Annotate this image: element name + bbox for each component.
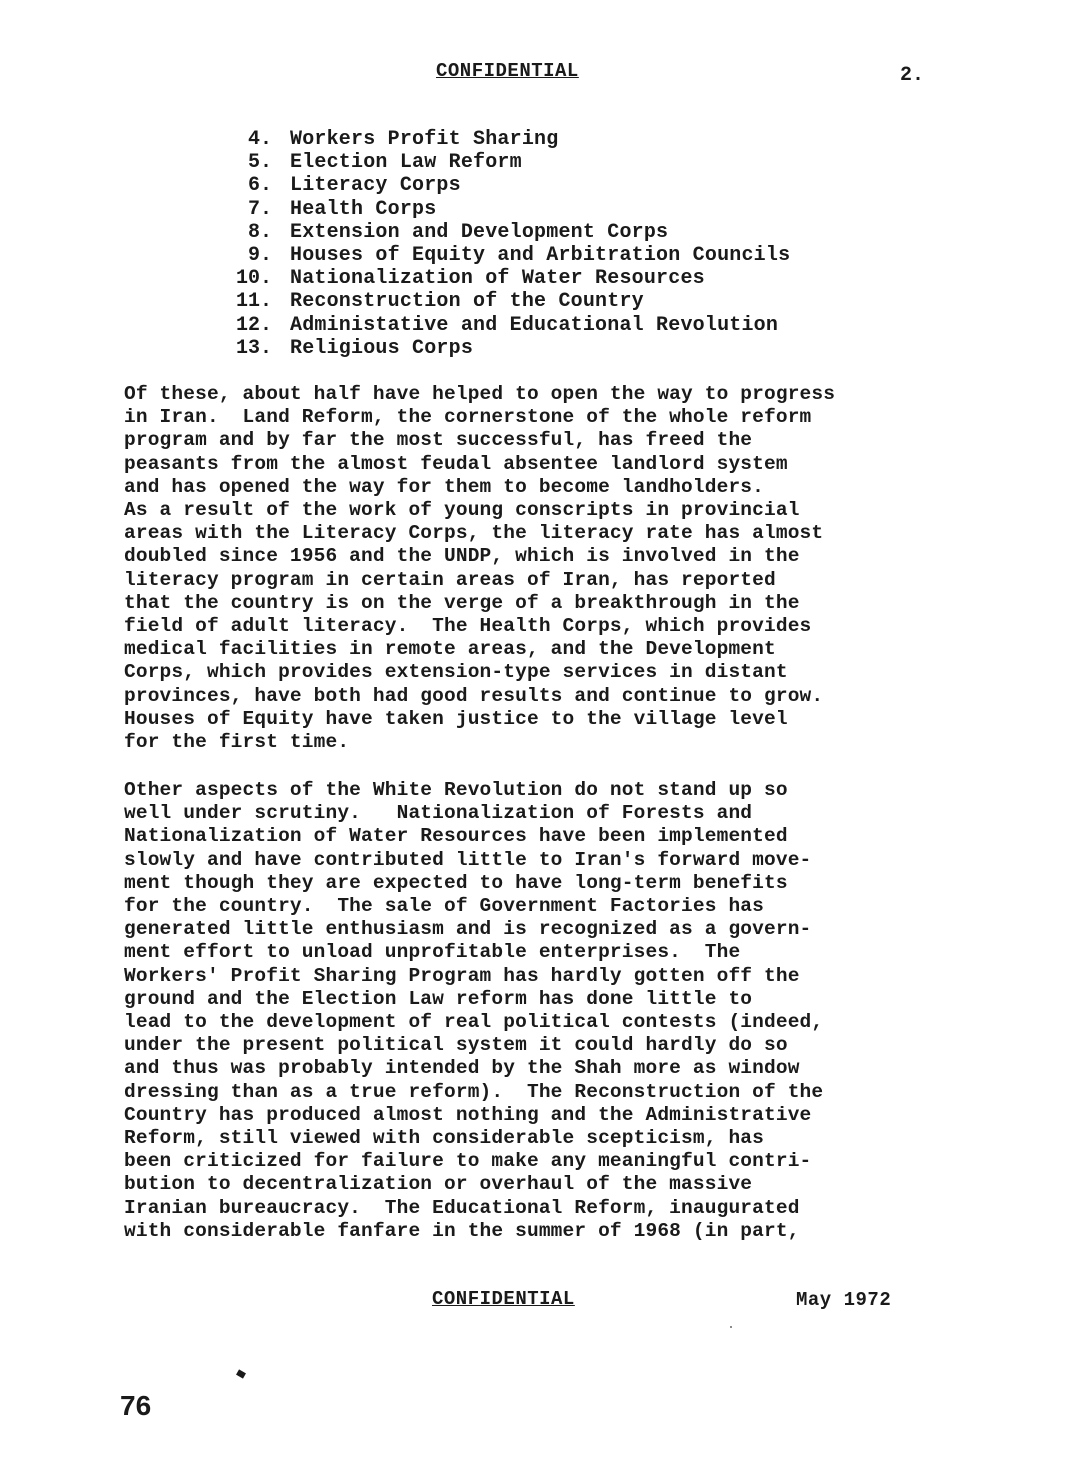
list-item-number: 11. xyxy=(235,290,272,314)
list-item-number: 6. xyxy=(247,174,272,198)
list-item-number: 13. xyxy=(235,336,272,360)
body-paragraph-progress: Of these, about half have helped to open the way to progress in Iran. Land Reform, the cornerstone of the whole reform program and by far the most successful, has freed the peasants from the almost feudal absentee landlord system and has opened the way for them to become landholders. As a result of the work of young conscripts in provincial areas with the Literacy Corps, the literacy rate has almost doubled since 1956 and the UNDP, which is involved in the literacy program in certain areas of Iran, has reported that the country is on the verge of a breakthrough in the field of adult literacy. The Health Corps, which provides medical facilities in remote areas, and the Development Corps, which provides extension-type services in distant provinces, have both had good results and continue to grow. Houses of Equity have taken justice to the village level for the first time. xyxy=(124,383,836,754)
list-item-label: Houses of Equity and Arbitration Councils xyxy=(290,243,791,267)
list-item-number: 10. xyxy=(235,267,272,291)
list-item xyxy=(232,198,790,221)
list-item xyxy=(232,337,790,360)
footer-classification: CONFIDENTIAL xyxy=(432,1288,575,1310)
list-item-label: Religious Corps xyxy=(290,336,474,360)
list-item xyxy=(232,151,790,174)
list-item-label: Nationalization of Water Resources xyxy=(290,267,705,291)
footer-date: May 1972 xyxy=(796,1289,892,1311)
list-item-number: 8. xyxy=(247,220,272,244)
list-item xyxy=(232,221,790,244)
reform-list xyxy=(232,128,790,360)
list-item-label: Election Law Reform xyxy=(290,151,522,175)
header-classification: CONFIDENTIAL xyxy=(436,60,579,82)
scan-speck-mark xyxy=(730,1326,732,1328)
list-item-number: 5. xyxy=(247,151,272,175)
list-item xyxy=(232,174,790,197)
list-item-label: Administative and Educational Revolution xyxy=(290,313,779,337)
list-item-label: Literacy Corps xyxy=(290,174,461,198)
list-item xyxy=(232,314,790,337)
list-item-number: 4. xyxy=(247,128,272,151)
list-item xyxy=(232,290,790,313)
book-page-number: 76 xyxy=(120,1390,152,1421)
list-item-label: Extension and Development Corps xyxy=(290,220,669,244)
list-item xyxy=(232,267,790,290)
body-paragraph-scrutiny: Other aspects of the White Revolution do not stand up so well under scrutiny. Nationalization of Forests and Nationalization of Water Resources have been implemented slowly and have contributed little to Iran's forward move- ment though they are expected to have long-term benefits for the country. The sale of Government Factories has generated little enthusiasm and is recognized as a govern- ment effort to unload unprofitable enterprises. The Workers' Profit Sharing Program has hardly gotten off the ground and the Election Law reform has done little to lead to the development of real political contests (indeed, under the present political system it could hardly do so and thus was probably intended by the Shah more as window dressing than as a true reform). The Reconstruction of the Country has produced almost nothing and the Administrative Reform, still viewed with considerable scepticism, has been criticized for failure to make any meaningful contri- bution to decentralization or overhaul of the massive Iranian bureaucracy. The Educational Reform, inaugurated with considerable fanfare in the summer of 1968 (in part, xyxy=(124,779,824,1242)
page-number: 2. xyxy=(900,64,925,87)
list-item-number: 7. xyxy=(247,197,272,221)
list-item-label: Reconstruction of the Country xyxy=(290,290,644,314)
list-item xyxy=(232,128,790,151)
list-item-number: 12. xyxy=(235,313,272,337)
scan-speck-mark xyxy=(236,1369,246,1378)
list-item xyxy=(232,244,790,267)
list-item-label: Health Corps xyxy=(290,197,437,221)
list-item-label: Workers Profit Sharing xyxy=(290,128,559,151)
list-item-number: 9. xyxy=(247,243,272,267)
